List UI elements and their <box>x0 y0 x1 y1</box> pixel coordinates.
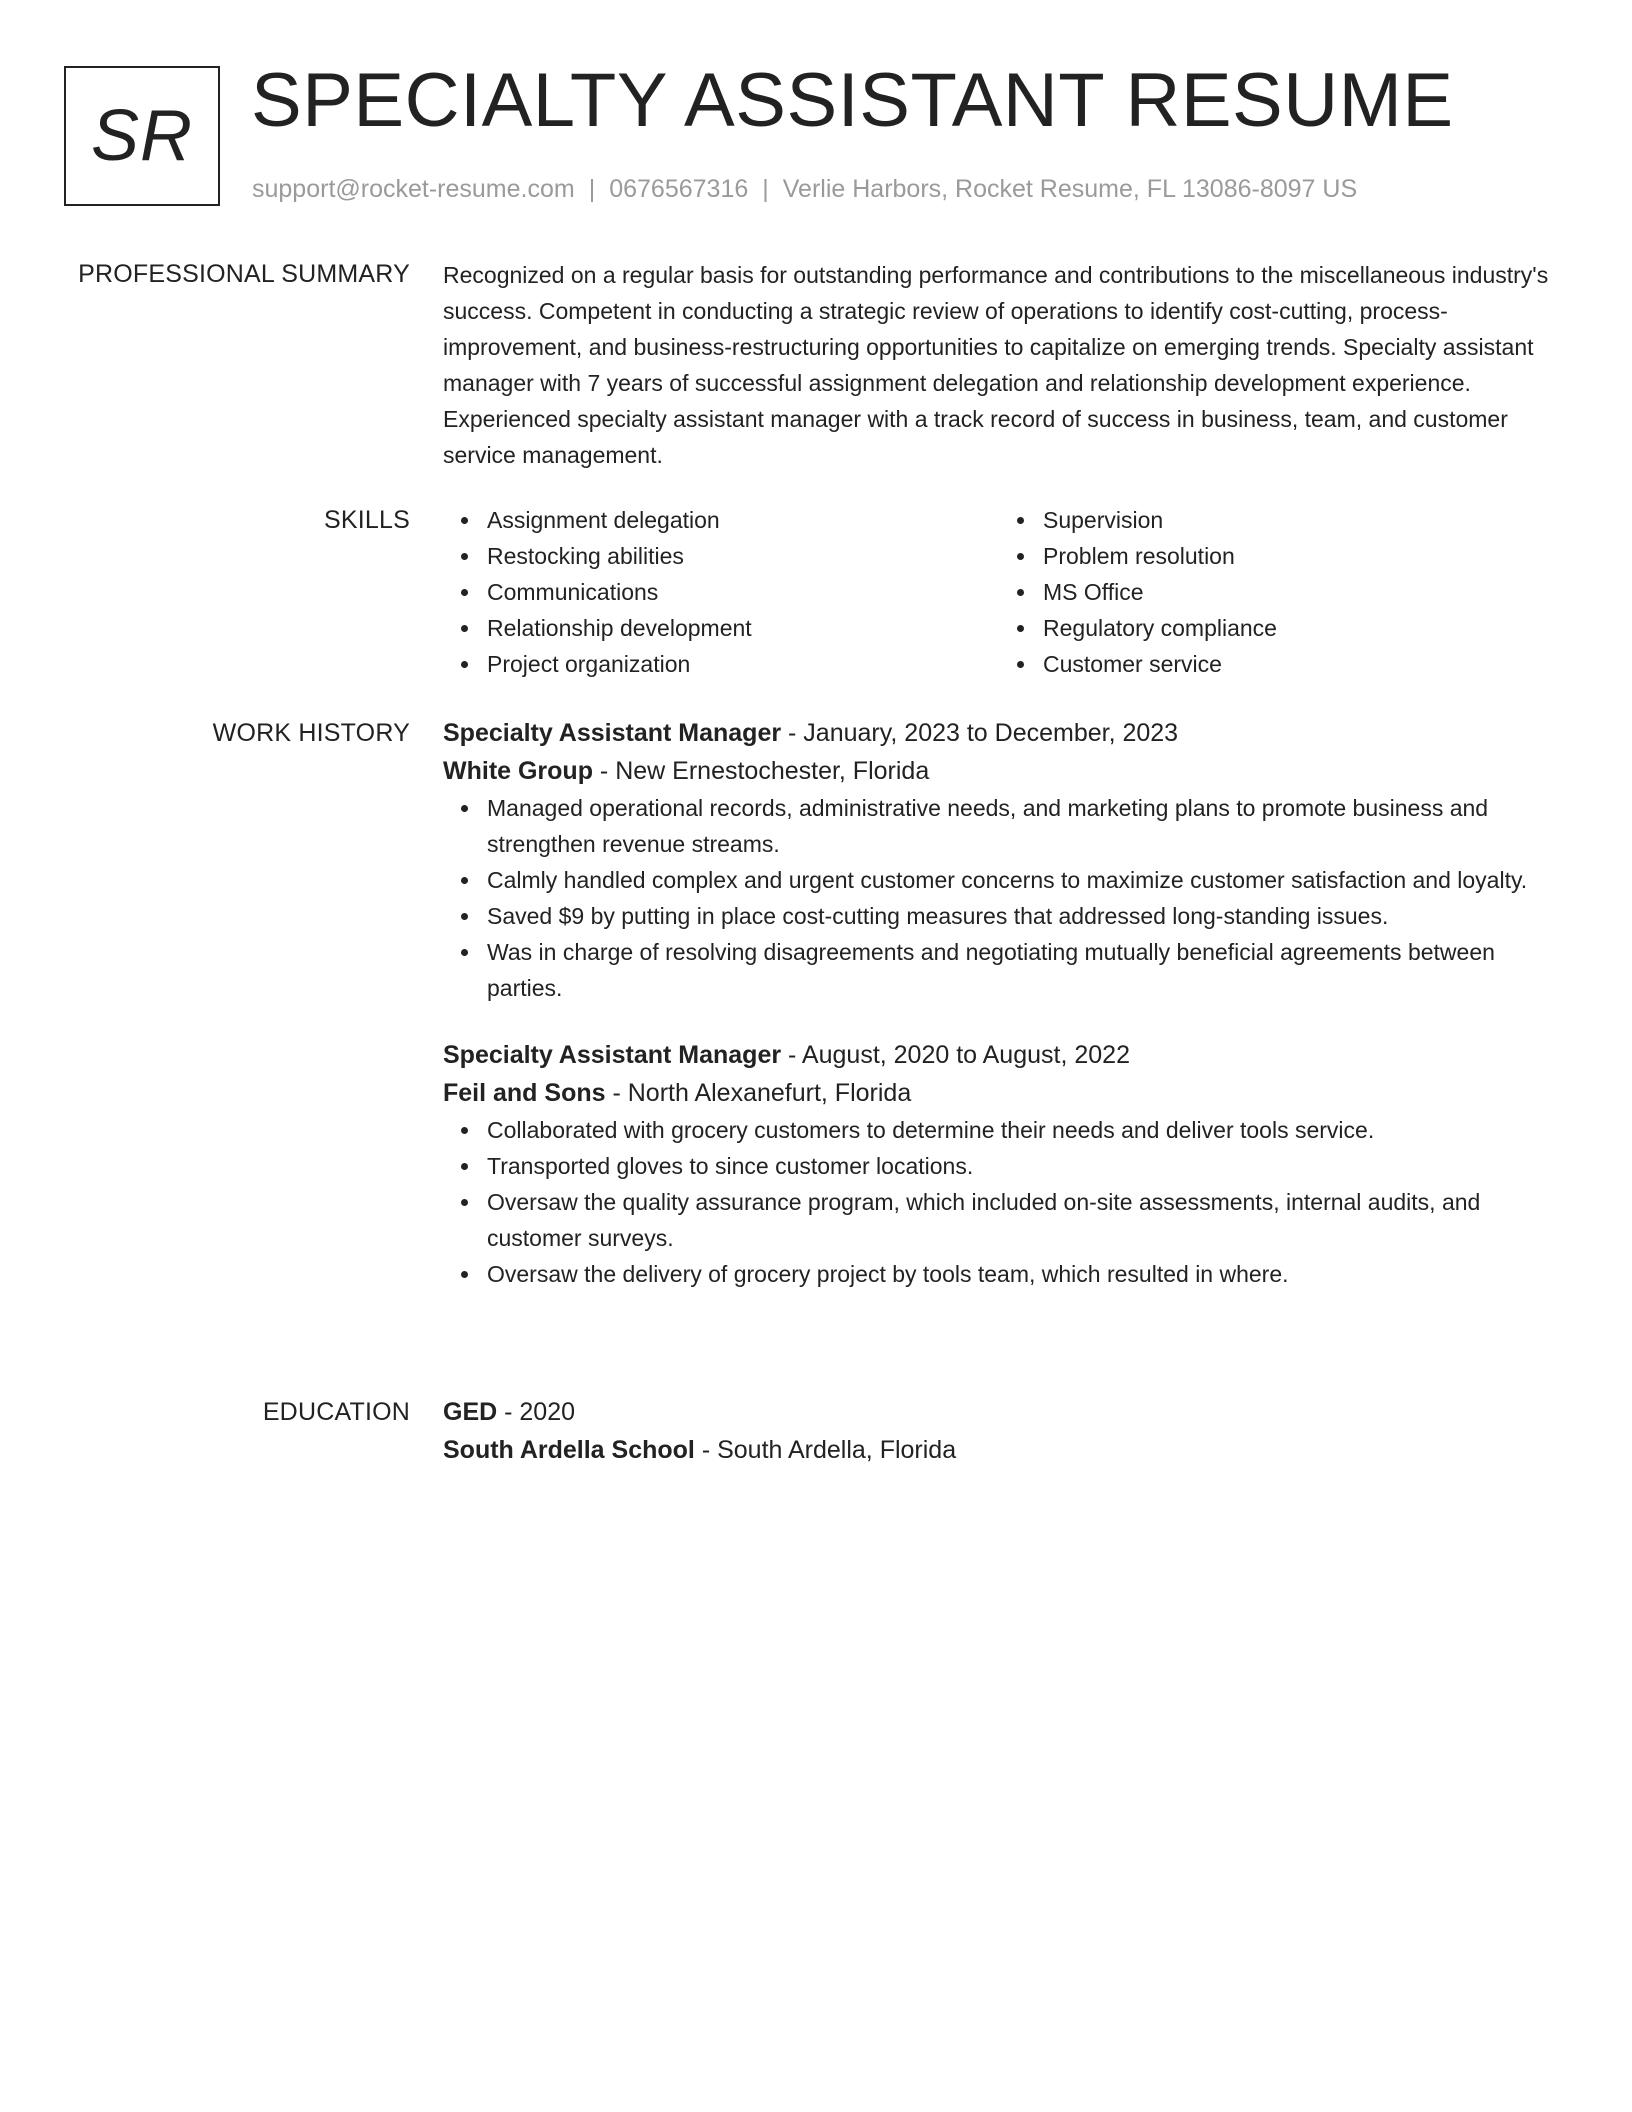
job-bullet: Transported gloves to since customer locations. <box>487 1148 1555 1184</box>
skills-column-2 <box>999 502 1555 682</box>
section-label-education: EDUCATION <box>262 1398 410 1426</box>
skill-item: Assignment delegation <box>487 502 999 538</box>
contact-phone: 0676567316 <box>609 175 749 203</box>
skill-item: Supervision <box>1043 502 1555 538</box>
job-company: Feil and Sons <box>443 1079 606 1107</box>
section-label-work: WORK HISTORY <box>212 719 410 747</box>
job-bullet: Oversaw the delivery of grocery project by tools team, which resulted in where. <box>487 1256 1555 1292</box>
summary-text: Recognized on a regular basis for outstanding performance and contributions to the miscellaneous industry's success. Competent in conducting a strategic review of operations to identify cost-cutting, process-improvement, and business-restructuring opportunities to capitalize on emerging trends. Specialty assistant manager with 7 years of successful assignment delegation and relationship development experience. Experienced specialty assistant manager with a track record of success in business, team, and customer service management. <box>443 262 1549 468</box>
education-degree: GED <box>443 1398 498 1426</box>
contact-line <box>252 172 1357 206</box>
job-entry <box>443 1036 1555 1292</box>
job-title-line <box>443 714 1555 752</box>
section-label-summary: PROFESSIONAL SUMMARY <box>78 260 410 288</box>
job-bullets <box>443 790 1555 1006</box>
monogram: SR <box>64 66 220 206</box>
job-title: Specialty Assistant Manager <box>443 719 782 747</box>
job-dates: - August, 2020 to August, 2022 <box>781 1041 1130 1069</box>
job-location: - North Alexanefurt, Florida <box>605 1079 912 1107</box>
skill-item: Communications <box>487 574 999 610</box>
work-section <box>443 714 1555 1292</box>
job-bullet: Was in charge of resolving disagreements and negotiating mutually beneficial agreements between parties. <box>487 934 1555 1006</box>
education-section <box>443 1393 1555 1469</box>
education-year: - 2020 <box>497 1398 576 1426</box>
skill-item: Relationship development <box>487 610 999 646</box>
education-degree-line <box>443 1393 1555 1431</box>
job-title: Specialty Assistant Manager <box>443 1041 782 1069</box>
education-school: South Ardella School <box>443 1436 695 1464</box>
job-dates: - January, 2023 to December, 2023 <box>781 719 1179 747</box>
skills-grid <box>443 502 1555 682</box>
skill-item: Regulatory compliance <box>1043 610 1555 646</box>
job-entry <box>443 714 1555 1006</box>
job-bullet: Saved $9 by putting in place cost-cutting measures that addressed long-standing issues. <box>487 898 1555 934</box>
skills-column-1 <box>443 502 999 682</box>
job-company-line <box>443 752 1555 790</box>
contact-separator: | <box>588 175 596 203</box>
skills-section <box>443 502 1555 682</box>
job-bullet: Calmly handled complex and urgent customer concerns to maximize customer satisfaction and loyalty. <box>487 862 1555 898</box>
job-bullet: Managed operational records, administrative needs, and marketing plans to promote business and strengthen revenue streams. <box>487 790 1555 862</box>
job-bullets <box>443 1112 1555 1292</box>
job-bullet: Collaborated with grocery customers to determine their needs and deliver tools service. <box>487 1112 1555 1148</box>
page-title: SPECIALTY ASSISTANT RESUME <box>251 58 1454 143</box>
education-school-line <box>443 1431 1555 1469</box>
education-location: - South Ardella, Florida <box>694 1436 957 1464</box>
job-title-line <box>443 1036 1555 1074</box>
section-label-skills: SKILLS <box>324 506 410 534</box>
skill-item: Restocking abilities <box>487 538 999 574</box>
skill-item: Problem resolution <box>1043 538 1555 574</box>
contact-email: support@rocket-resume.com <box>252 175 575 203</box>
skill-item: MS Office <box>1043 574 1555 610</box>
job-company-line <box>443 1074 1555 1112</box>
contact-address: Verlie Harbors, Rocket Resume, FL 13086-8097 US <box>782 175 1358 203</box>
contact-separator: | <box>762 175 769 203</box>
skill-item: Project organization <box>487 646 999 682</box>
job-bullet: Oversaw the quality assurance program, which included on-site assessments, internal audits, and customer surveys. <box>487 1184 1555 1256</box>
summary-section <box>443 257 1555 473</box>
job-company: White Group <box>443 757 593 785</box>
job-location: - New Ernestochester, Florida <box>592 757 930 785</box>
skill-item: Customer service <box>1043 646 1555 682</box>
